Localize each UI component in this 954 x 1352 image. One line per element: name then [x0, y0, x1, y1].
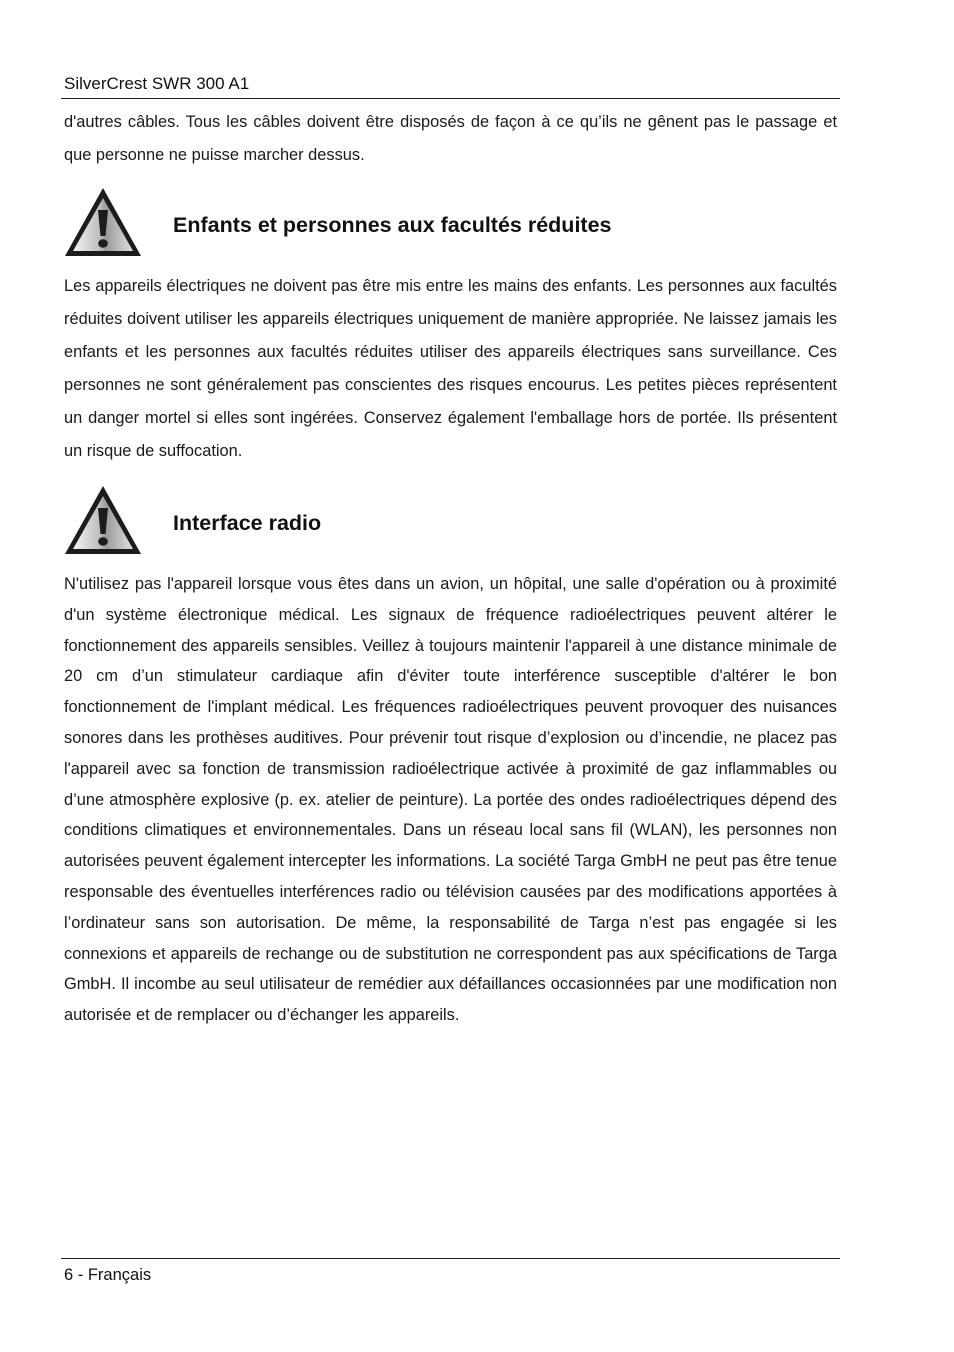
header-divider — [61, 98, 840, 99]
intro-paragraph: d'autres câbles. Tous les câbles doivent être disposés de façon à ce qu’ils ne gênent pas le passage et que personne ne puisse marcher dessus. — [64, 113, 837, 164]
section-body-radio: N'utilisez pas l'appareil lorsque vous êtes dans un avion, un hôpital, une salle d'opération ou à proximité d'un système électronique médical. Les signaux de fréquence radioélectriques peuvent altérer le fonctionnement des appareils sensibles. Veillez à toujours maintenir l'appareil à une distance minimale de 20 cm d’un stimulateur cardiaque afin d'éviter toute interférence susceptible d'altérer le bon fonctionnement de l'implant médical. Les fréquences radioélectriques peuvent provoquer des nuisances sonores dans les prothèses auditives. Pour prévenir tout risque d’explosion ou d’incendie, ne placez pas l'appareil avec sa fonction de transmission radioélectrique activée à proximité de gaz inflammables ou d’une atmosphère explosive (p. ex. atelier de peinture). La portée des ondes radioélectriques dépend des conditions climatiques et environnementales. Dans un réseau local sans fil (WLAN), les personnes non autorisées peuvent également intercepter les informations. La société Targa GmbH ne peut pas être tenue responsable des éventuelles interférences radio ou télévision causées par des modifications apportées à l’ordinateur sans son autorisation. De même, la responsabilité de Targa n’est pas engagée si les connexions et appareils de rechange ou de substitution ne correspondent pas aux spécifications de Targa GmbH. Il incombe au seul utilisateur de remédier aux défaillances occasionnées par une modification non autorisée et de remplacer ou d’échanger les appareils. — [64, 575, 837, 1025]
section-body-children: Les appareils électriques ne doivent pas être mis entre les mains des enfants. Les personnes aux facultés réduites doivent utiliser les appareils électriques uniquement de manière appropriée. Ne laissez jamais les enfants et les personnes aux facultés réduites utiliser des appareils électriques sans surveillance. Ces personnes ne sont généralement pas conscientes des risques encourus. Les petites pièces représentent un danger mortel si elles sont ingérées. Conservez également l'emballage hors de portée. Ils présentent un risque de suffocation. — [64, 277, 837, 460]
section-heading-children: Enfants et personnes aux facultés réduites — [173, 213, 612, 237]
page-number-label: 6 - Français — [64, 1266, 152, 1284]
warning-triangle-icon — [63, 186, 143, 258]
warning-triangle-icon — [63, 484, 143, 556]
footer-divider — [61, 1258, 840, 1259]
section-heading-radio: Interface radio — [173, 511, 322, 535]
page-header-title: SilverCrest SWR 300 A1 — [64, 74, 250, 93]
